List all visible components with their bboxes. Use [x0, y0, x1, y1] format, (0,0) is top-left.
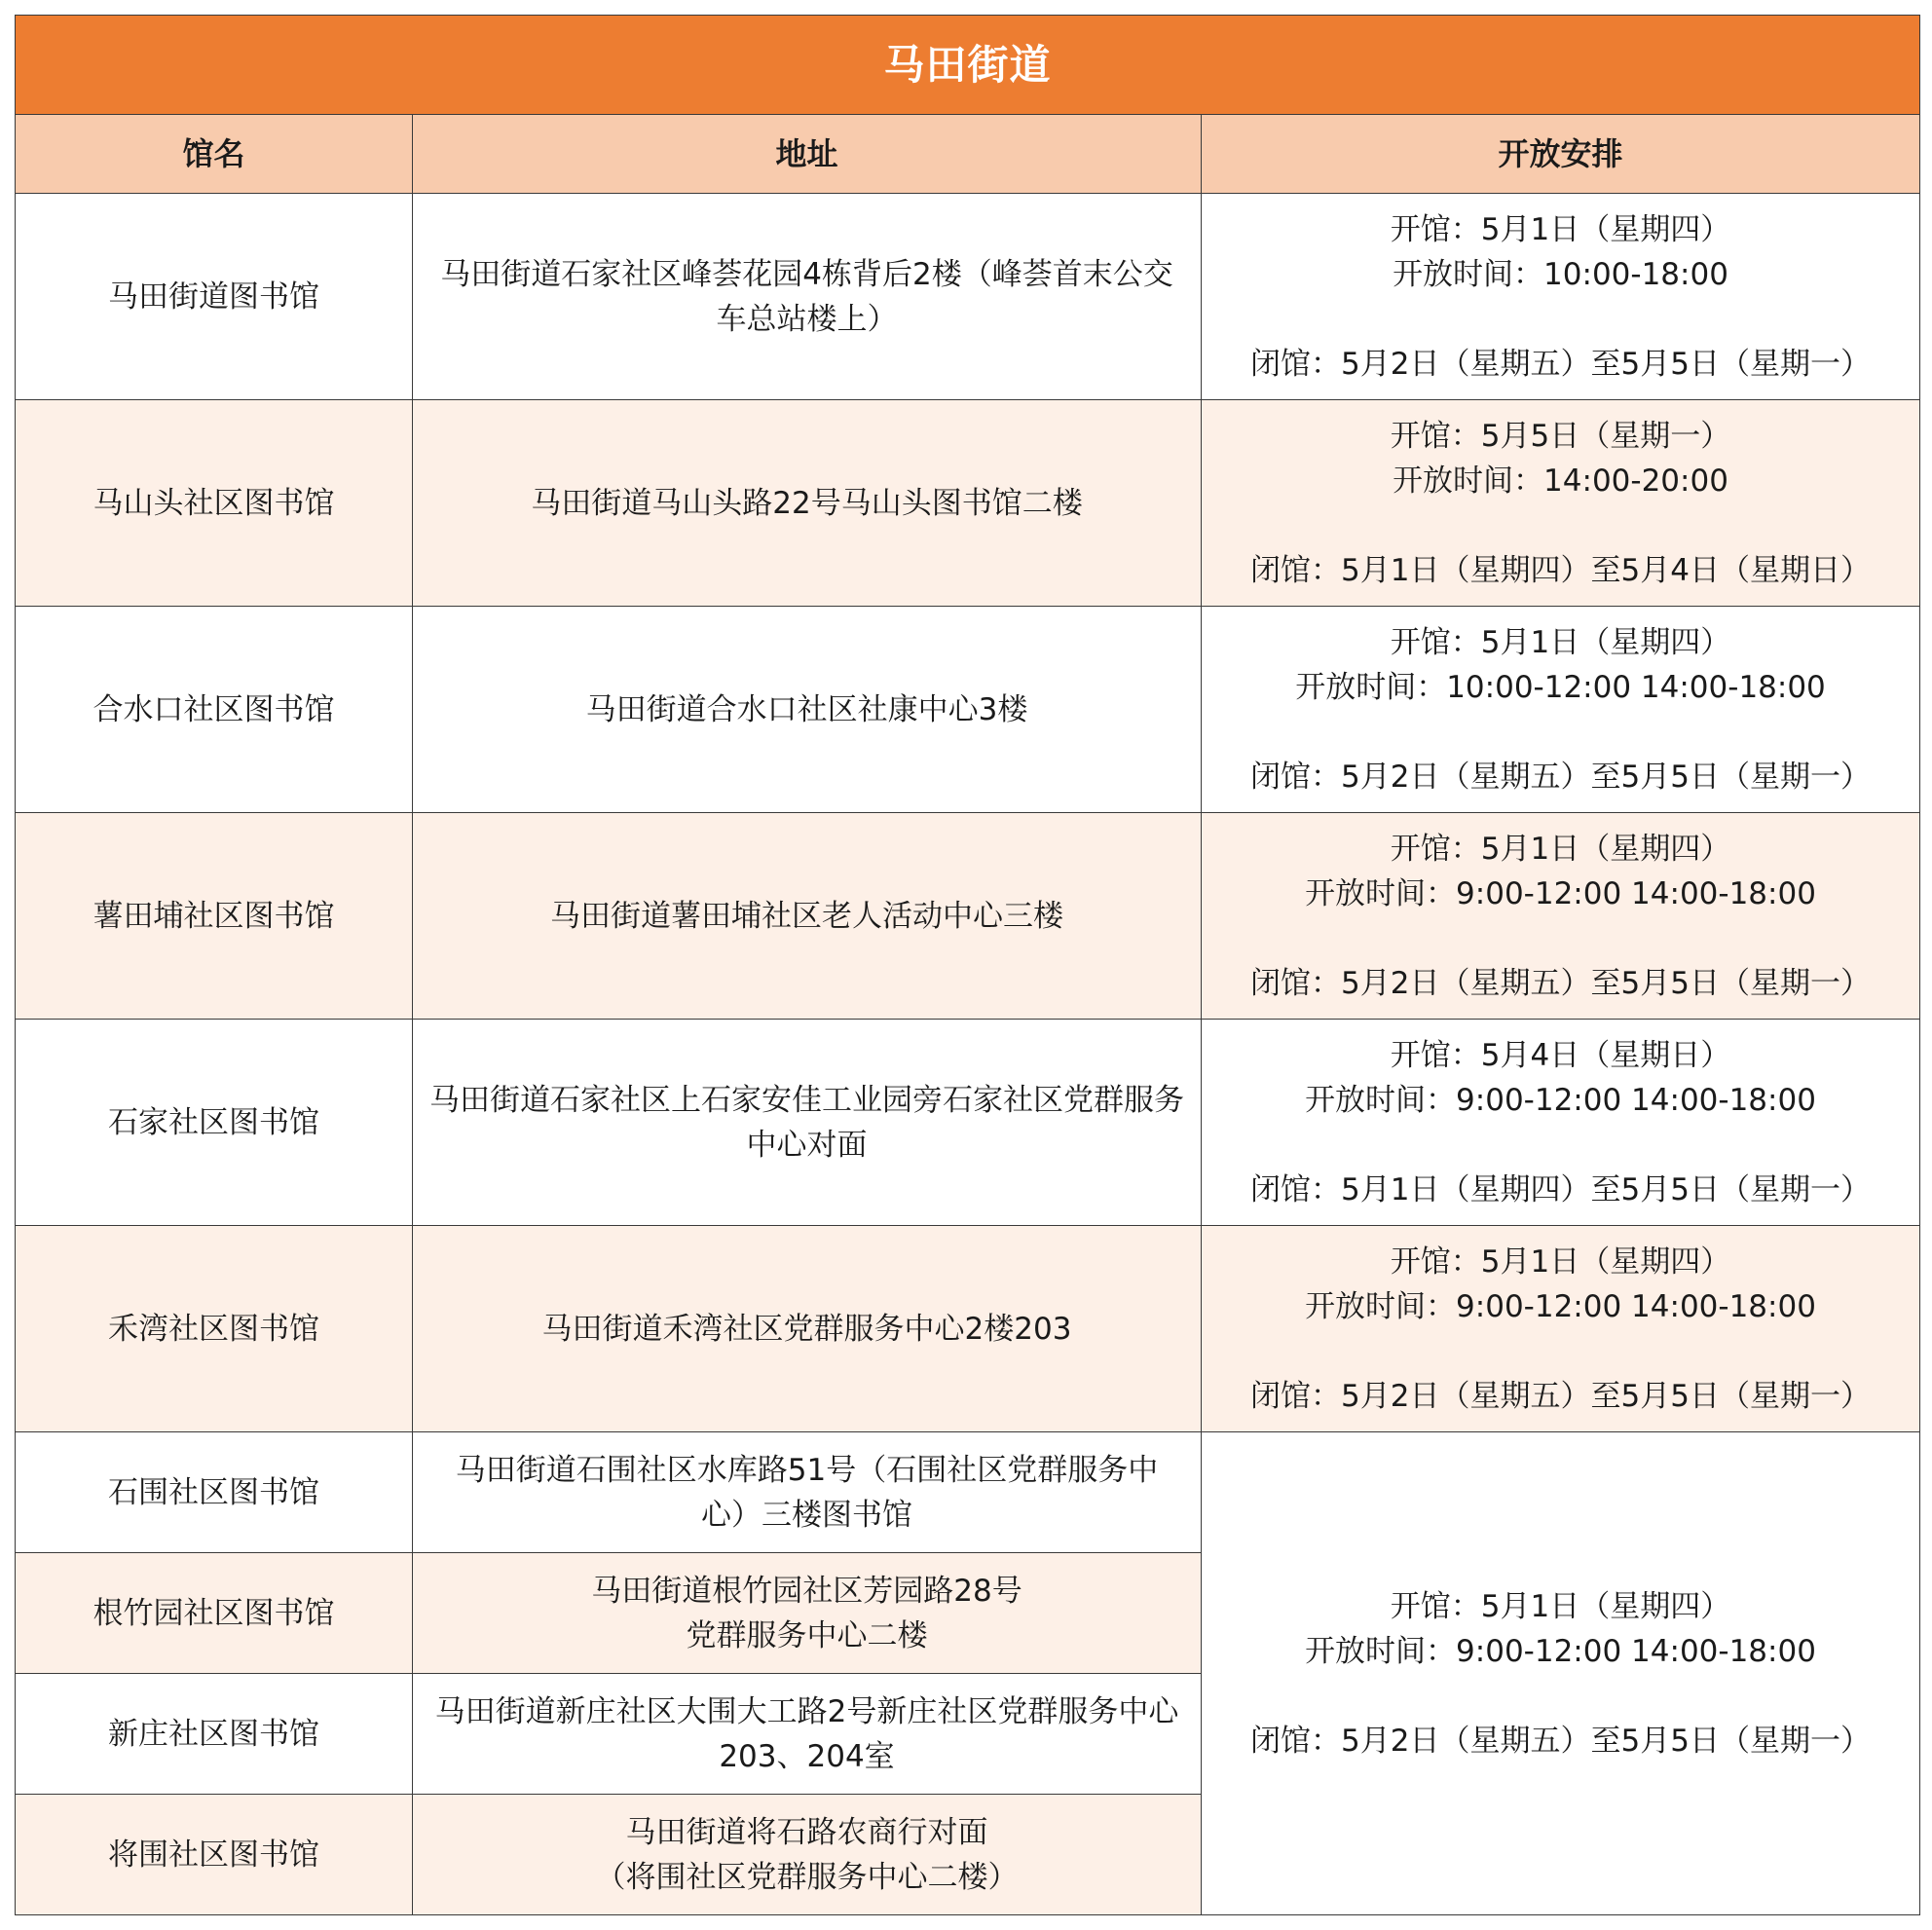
library-name: 新庄社区图书馆: [16, 1674, 413, 1795]
closed-dates: 闭馆：5月1日（星期四）至5月5日（星期一）: [1250, 1171, 1871, 1207]
library-schedule: [1202, 1226, 1920, 1432]
open-hours: 开放时间：9:00-12:00 14:00-18:00: [1305, 1288, 1816, 1324]
open-hours: 开放时间：9:00-12:00 14:00-18:00: [1305, 1082, 1816, 1118]
library-schedule: [1202, 607, 1920, 813]
library-schedule: [1202, 194, 1920, 400]
open-date: 开馆：5月4日（星期日）: [1390, 1037, 1731, 1073]
library-schedule: [1202, 400, 1920, 607]
library-schedule-table: [15, 15, 1920, 1915]
address-line: 马田街道石家社区峰荟花园4栋背后2楼（峰荟首末公交: [440, 256, 1173, 292]
open-hours: 开放时间：10:00-18:00: [1393, 256, 1728, 292]
address-line: 马田街道禾湾社区党群服务中心2楼203: [541, 1311, 1072, 1347]
table-row: [16, 607, 1920, 813]
closed-dates: 闭馆：5月2日（星期五）至5月5日（星期一）: [1250, 1378, 1871, 1414]
library-address: [413, 1432, 1202, 1553]
library-address: [413, 1674, 1202, 1795]
shared-schedule: [1202, 1432, 1920, 1915]
open-hours: 开放时间：10:00-12:00 14:00-18:00: [1295, 669, 1826, 705]
library-address: [413, 607, 1202, 813]
address-line: 马田街道石家社区上石家安佳工业园旁石家社区党群服务: [429, 1082, 1184, 1118]
table-row: [16, 400, 1920, 607]
address-line: 203、204室: [719, 1738, 895, 1774]
library-address: [413, 1553, 1202, 1674]
library-name: 石家社区图书馆: [16, 1020, 413, 1226]
library-address: [413, 1226, 1202, 1432]
open-hours: 开放时间：9:00-12:00 14:00-18:00: [1305, 875, 1816, 911]
open-date: 开馆：5月5日（星期一）: [1390, 418, 1731, 454]
address-line: 党群服务中心二楼: [686, 1617, 928, 1653]
address-line: 马田街道根竹园社区芳园路28号: [591, 1573, 1022, 1609]
address-line: 马田街道合水口社区社康中心3楼: [585, 691, 1028, 727]
library-address: [413, 1020, 1202, 1226]
column-header-schedule: 开放安排: [1202, 115, 1920, 194]
library-name: 合水口社区图书馆: [16, 607, 413, 813]
library-address: [413, 400, 1202, 607]
open-date: 开馆：5月1日（星期四）: [1390, 1243, 1731, 1280]
library-name: 将围社区图书馆: [16, 1795, 413, 1915]
open-date: 开馆：5月1日（星期四）: [1390, 831, 1731, 867]
column-header-name: 馆名: [16, 115, 413, 194]
open-date: 开馆：5月1日（星期四）: [1390, 211, 1731, 247]
library-name: 根竹园社区图书馆: [16, 1553, 413, 1674]
address-line: 马田街道将石路农商行对面: [625, 1814, 988, 1850]
closed-dates: 闭馆：5月2日（星期五）至5月5日（星期一）: [1250, 1723, 1871, 1759]
address-line: 马田街道马山头路22号马山头图书馆二楼: [531, 485, 1083, 521]
address-line: 中心对面: [746, 1127, 868, 1163]
open-date: 开馆：5月1日（星期四）: [1390, 1588, 1731, 1624]
column-header-address: 地址: [413, 115, 1202, 194]
address-line: 心）三楼图书馆: [701, 1497, 912, 1533]
open-date: 开馆：5月1日（星期四）: [1390, 624, 1731, 660]
address-line: （将围社区党群服务中心二楼）: [595, 1859, 1019, 1895]
address-line: 车总站楼上）: [716, 301, 898, 337]
library-address: [413, 194, 1202, 400]
closed-dates: 闭馆：5月2日（星期五）至5月5日（星期一）: [1250, 346, 1871, 382]
address-line: 马田街道新庄社区大围大工路2号新庄社区党群服务中心: [434, 1693, 1179, 1729]
library-name: 马山头社区图书馆: [16, 400, 413, 607]
open-hours: 开放时间：9:00-12:00 14:00-18:00: [1305, 1633, 1816, 1669]
table-title: 马田街道: [16, 16, 1920, 115]
address-line: 马田街道石围社区水库路51号（石围社区党群服务中: [455, 1452, 1159, 1488]
library-address: [413, 1795, 1202, 1915]
table-row: [16, 813, 1920, 1020]
open-hours: 开放时间：14:00-20:00: [1393, 463, 1728, 499]
library-name: 马田街道图书馆: [16, 194, 413, 400]
library-name: 薯田埔社区图书馆: [16, 813, 413, 1020]
library-schedule: [1202, 1020, 1920, 1226]
table-row: [16, 1226, 1920, 1432]
table-row: [16, 1020, 1920, 1226]
table-row: [16, 194, 1920, 400]
closed-dates: 闭馆：5月2日（星期五）至5月5日（星期一）: [1250, 965, 1871, 1001]
address-line: 马田街道薯田埔社区老人活动中心三楼: [550, 898, 1063, 934]
table-row: [16, 1432, 1920, 1553]
closed-dates: 闭馆：5月1日（星期四）至5月4日（星期日）: [1250, 552, 1871, 588]
library-address: [413, 813, 1202, 1020]
library-name: 禾湾社区图书馆: [16, 1226, 413, 1432]
library-schedule: [1202, 813, 1920, 1020]
closed-dates: 闭馆：5月2日（星期五）至5月5日（星期一）: [1250, 759, 1871, 795]
library-name: 石围社区图书馆: [16, 1432, 413, 1553]
